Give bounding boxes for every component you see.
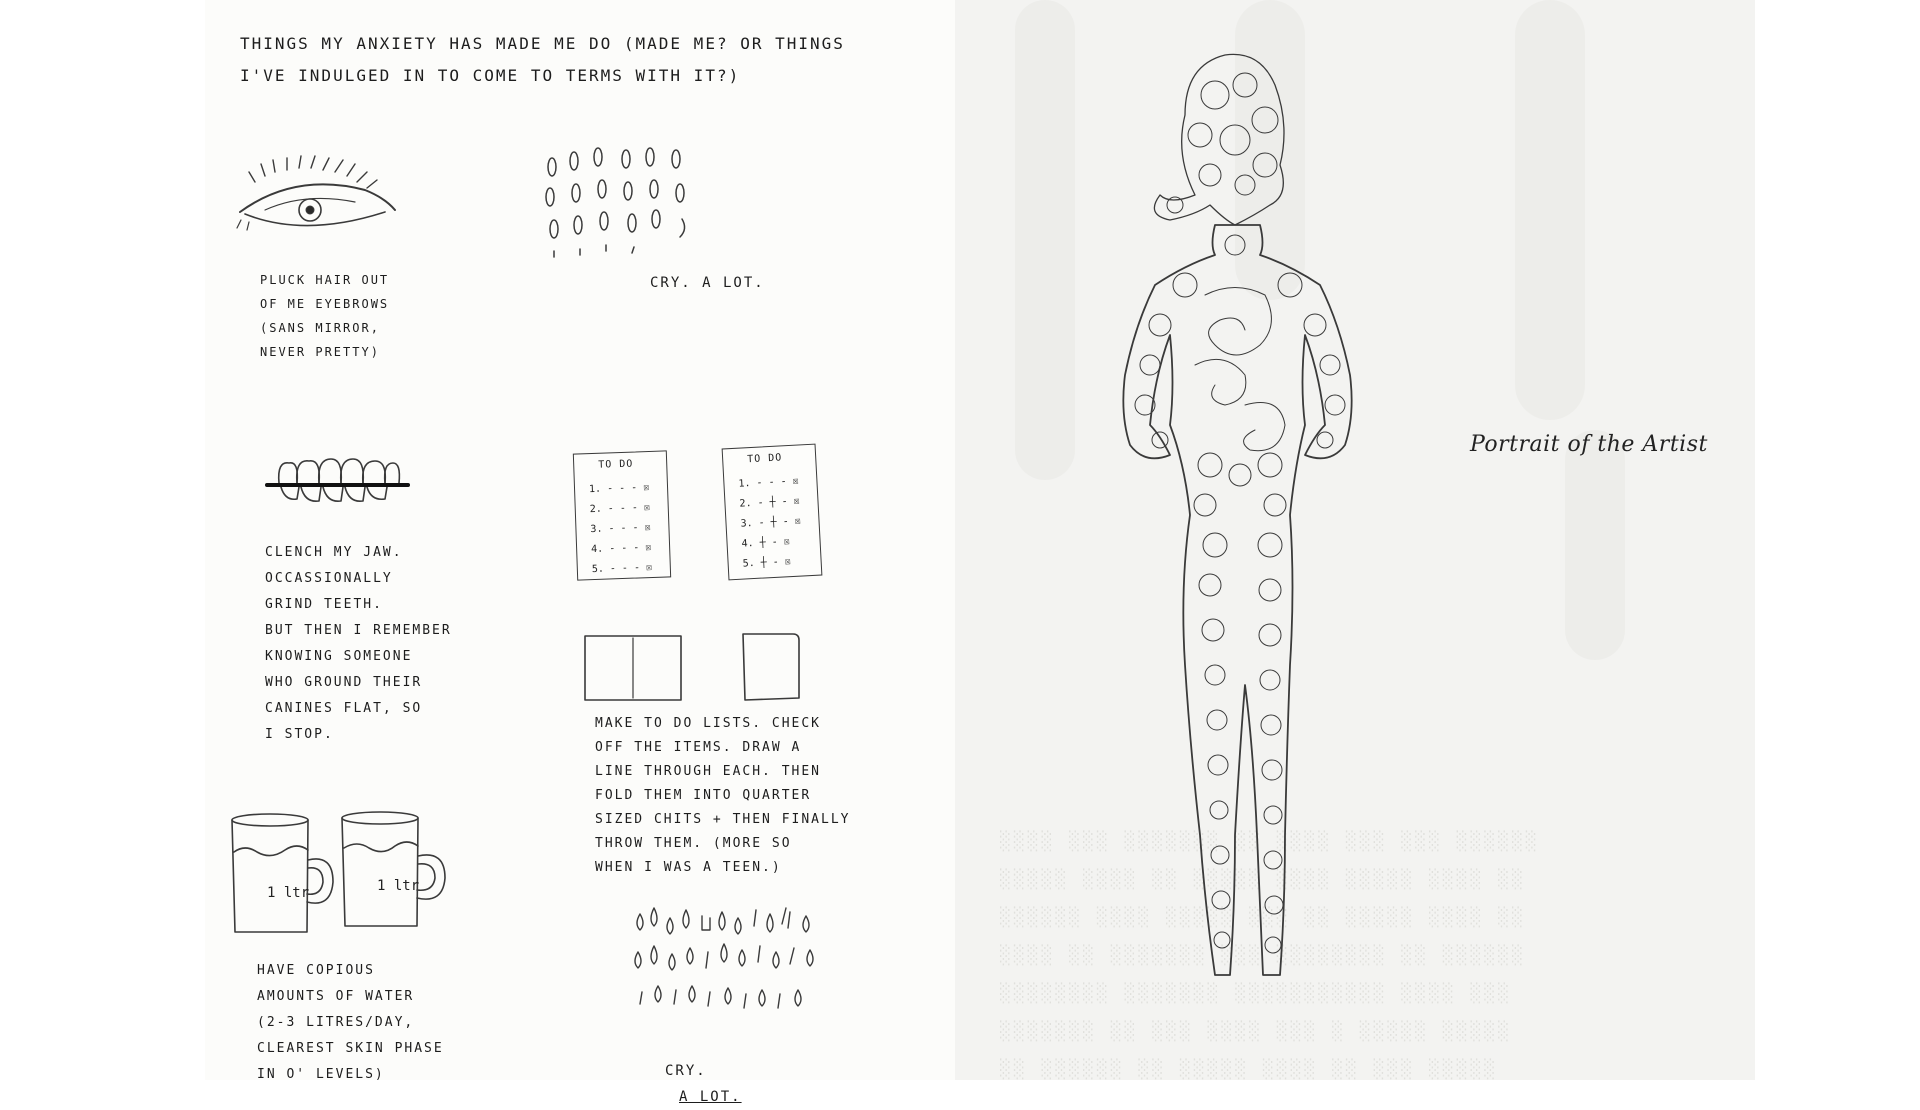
todo-list-left [573, 450, 671, 580]
jaw-caption: CLENCH MY JAW. OCCASSIONALLY GRIND TEETH. BUT THEN I REMEMBER KNOWING SOMEONE WHO GROUND THEIR CANINES FLAT, SO I STOP. [265, 545, 452, 742]
background-shadow [1015, 0, 1075, 480]
todo-item: 5. ┼ - ☒ [742, 556, 792, 570]
cry-prefix: CRY. [665, 1063, 707, 1079]
left-page [205, 0, 955, 1105]
portrait-caption: Portrait of the Artist [1470, 432, 1708, 457]
todo-heading: TO DO [746, 452, 783, 466]
todo-item: 2. - ┼ - ☒ [739, 495, 800, 510]
todo-item: 4. - - - ☒ [590, 541, 652, 556]
folded-note-icon [583, 632, 813, 707]
eye-icon [235, 150, 415, 240]
eyebrows-caption: PLUCK HAIR OUT OF ME EYEBROWS (SANS MIRROR, NEVER PRETTY) [260, 273, 390, 359]
todo-item: 5. - - - ☒ [591, 561, 653, 576]
cry-caption-top: CRY. A LOT. [650, 275, 765, 291]
lists-caption: MAKE TO DO LISTS. CHECK OFF THE ITEMS. DRAW A LINE THROUGH EACH. THEN FOLD THEM INTO QUARTER SIZED CHITS + THEN FINALLY THROW THEM. (MORE SO WHEN I WAS A TEEN.) [595, 716, 851, 875]
teeth-icon [265, 455, 410, 510]
cry-caption-bottom [665, 1032, 742, 1110]
water-jug-icon [225, 810, 475, 945]
tears-icon [630, 900, 850, 1030]
show-through-text: ░░░░ ░░░ ░░░░░░░ ░░ ░░░░ ░░░ ░░░ ░░░░░░ ░░░░░ ░░░░ ░░ ░░░░░ ░░░░ ░░░░░ ░░░░ ░░ ░░░░░░ ░░░░ ░░░░░ ░░░ ░░ ░░░░░ ░░░░ ░░ ░░░░ ░░ ░░░░░░░ ░░░ ░░░░░░░░ ░░ ░░░░░░ ░░░░░░░░ ░░░░░░░ ░░░░░░░░░░░ ░░░░ ░░░ ░░░░░░░ ░░ ░░░ ░░░░ ░░░ ░ ░░░░░ ░░░░░ ░░ ░░░░░░ ░░ ░░░░░ ░░░░ ░░ ░░░ ░░░░░ [1000, 831, 1540, 1080]
page-title: THINGS MY ANXIETY HAS MADE ME DO (MADE ME? OR THINGS I'VE INDULGED IN TO COME TO TERMS WITH IT?) [240, 34, 845, 85]
todo-item: 3. - - - ☒ [590, 522, 651, 536]
todo-list-right [722, 444, 823, 581]
scribble-figure-icon [1075, 45, 1415, 1045]
jug-label: 1 ltr [377, 878, 420, 894]
todo-item: 1. - - - ☒ [738, 475, 799, 490]
cry-emphasis: A LOT. [679, 1089, 742, 1105]
todo-item: 3. - ┼ - ☒ [740, 515, 802, 530]
water-caption: HAVE COPIOUS AMOUNTS OF WATER (2-3 LITRES/DAY, CLEAREST SKIN PHASE IN O' LEVELS) [257, 963, 444, 1082]
background-shadow [1515, 0, 1585, 420]
todo-item: 4. ┼ - ☒ [741, 536, 791, 550]
todo-item: 2. - - - ☒ [589, 502, 651, 516]
todo-heading: TO DO [598, 458, 634, 471]
tears-icon [540, 145, 710, 265]
background-shadow [1565, 430, 1625, 660]
todo-item: 1. - - - ☒ [588, 482, 650, 496]
jug-label: 1 ltr [267, 885, 310, 901]
